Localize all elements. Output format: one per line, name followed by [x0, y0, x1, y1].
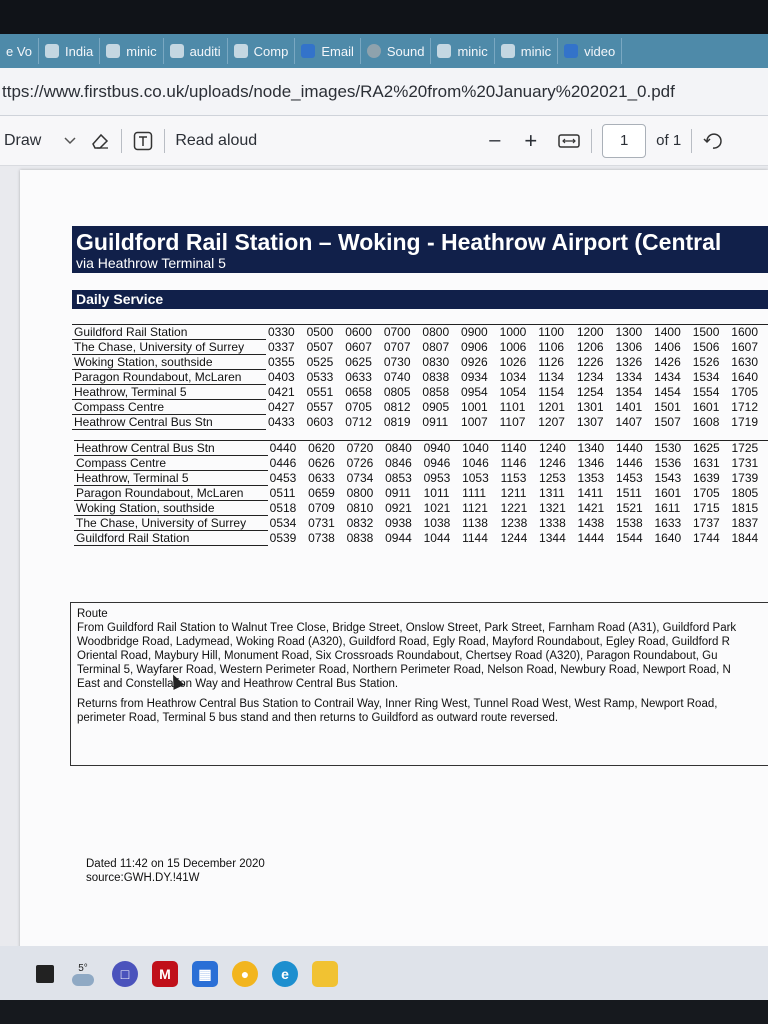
- departure-time: 1601: [692, 400, 720, 414]
- departure-time: 1044: [423, 531, 451, 545]
- departure-time: 1238: [500, 516, 528, 530]
- departure-time: 1034: [499, 370, 527, 384]
- departure-time: 1440: [614, 441, 652, 456]
- route-text-line: From Guildford Rail Station to Walnut Tree Close, Bridge Street, Onslow Street, Park Street, Farnham Road (A31), Guildford Park: [77, 622, 737, 634]
- departure-time: 1521: [616, 501, 643, 515]
- pdf-page: [20, 170, 768, 980]
- departure-time: 1211: [500, 486, 527, 500]
- service-label: Daily Service: [76, 291, 164, 307]
- departure-time: 1844: [731, 531, 759, 545]
- departure-time: 0539: [269, 531, 297, 545]
- browser-tab[interactable]: [361, 38, 432, 64]
- departure-time: 1526: [692, 355, 720, 369]
- departure-time: 1311: [539, 486, 565, 500]
- sound-icon: [367, 44, 381, 58]
- photo-bezel-top: [0, 0, 768, 36]
- departure-time: 0934: [461, 370, 488, 384]
- departure-time: 1411: [577, 486, 604, 500]
- stop-name: Heathrow Central Bus Stn: [74, 441, 268, 456]
- departure-time: 0953: [423, 471, 451, 485]
- departure-time: 0940: [422, 441, 460, 456]
- mail-icon: [301, 44, 315, 58]
- departure-time: 0807: [422, 340, 450, 354]
- departure-time: 1253: [539, 471, 566, 485]
- departure-time: 1406: [654, 340, 681, 354]
- departure-time: 1140: [499, 441, 537, 456]
- departure-time: 1121: [462, 501, 488, 515]
- departure-time: 0819: [383, 415, 411, 429]
- departure-time: 1500: [691, 325, 730, 340]
- departure-time: 0911: [385, 486, 411, 500]
- departure-time: 0800: [420, 325, 459, 340]
- departure-time: 1226: [576, 355, 604, 369]
- timetable-row: [72, 385, 768, 400]
- departure-time: 1453: [616, 471, 643, 485]
- departure-time: 0500: [305, 325, 344, 340]
- draw-label: Draw: [4, 131, 42, 149]
- route-text-line: perimeter Road, Terminal 5 bus stand and then returns to Guildford as outward route reversed.: [77, 712, 559, 724]
- dated-text: Dated 11:42 on 15 December 2020: [86, 858, 265, 870]
- timetable-row: [74, 501, 768, 516]
- departure-time: 1254: [576, 385, 604, 399]
- outbound-timetable: [72, 324, 768, 430]
- tab-label: minic: [520, 43, 552, 59]
- departure-time: 0658: [345, 385, 372, 399]
- departure-time: 1354: [615, 385, 643, 399]
- departure-time: 1240: [537, 441, 575, 456]
- departure-time: 0858: [422, 385, 450, 399]
- departure-time: 0446: [269, 456, 297, 470]
- departure-time: 1600: [729, 325, 768, 340]
- departure-time: 1511: [616, 486, 642, 500]
- pdf-toolbar: [0, 116, 768, 166]
- departure-time: 1300: [613, 325, 652, 340]
- toolbar-divider: [164, 129, 165, 153]
- departure-time: 0453: [269, 471, 297, 485]
- departure-time: 0700: [382, 325, 421, 340]
- departure-time: 1426: [654, 355, 681, 369]
- departure-time: 1837: [731, 516, 759, 530]
- departure-time: 0403: [267, 370, 295, 384]
- departure-time: 0600: [343, 325, 382, 340]
- chevron-down-icon[interactable]: [59, 135, 81, 147]
- page-title: Guildford Rail Station – Woking - Heathrow Airport (Central: [76, 229, 722, 255]
- departure-time: 0946: [423, 456, 451, 470]
- stop-name: Compass Centre: [72, 400, 266, 415]
- departure-time: 1401: [615, 400, 643, 414]
- page-number: 1: [620, 132, 629, 149]
- departure-time: 1633: [654, 516, 682, 530]
- departure-time: 0911: [422, 415, 449, 429]
- departure-time: 1340: [576, 441, 614, 456]
- departure-time: 1138: [462, 516, 488, 530]
- departure-time: 1038: [423, 516, 451, 530]
- inbound-timetable: [74, 440, 768, 546]
- departure-time: 1712: [731, 400, 758, 414]
- route-text-line: Terminal 5, Wayfarer Road, Western Perimeter Road, Northern Perimeter Road, Nelson Road, Newbury Road, Newport Road, N: [77, 664, 731, 676]
- departure-time: 0720: [345, 441, 383, 456]
- departure-time: 0838: [422, 370, 450, 384]
- read-aloud-label: Read aloud: [175, 131, 258, 149]
- departure-time: 1111: [462, 486, 487, 500]
- route-text-line: Woodbridge Road, Ladymead, Woking Road (A320), Guildford Road, Egly Road, Mayford Roundabout, Egley Road, Guildford R: [77, 636, 730, 648]
- departure-time: 0626: [308, 456, 335, 470]
- departure-time: 1100: [536, 325, 575, 340]
- departure-time: 1154: [538, 385, 565, 399]
- departure-time: 1731: [731, 456, 759, 470]
- stop-name: Guildford Rail Station: [74, 531, 268, 546]
- timetable-row: [72, 400, 768, 415]
- stop-name: Woking Station, southside: [74, 501, 268, 516]
- departure-time: 1107: [499, 415, 526, 429]
- source-text: source:GWH.DY.!41W: [86, 872, 200, 884]
- departure-time: 0355: [267, 355, 295, 369]
- departure-time: 1421: [577, 501, 605, 515]
- route-text-line: Returns from Heathrow Central Bus Station to Contrail Way, Inner Ring West, Tunnel Road West, West Ramp, Newport Road,: [77, 698, 718, 710]
- browser-tab[interactable]: [100, 38, 163, 64]
- departure-time: 0810: [346, 501, 374, 515]
- departure-time: 0525: [306, 355, 334, 369]
- departure-time: 0433: [267, 415, 295, 429]
- departure-time: 0421: [267, 385, 295, 399]
- browser-tab[interactable]: [228, 38, 296, 64]
- departure-time: 1625: [691, 441, 729, 456]
- departure-time: 1200: [575, 325, 614, 340]
- browser-tab-strip: [0, 34, 768, 68]
- page-subtitle: via Heathrow Terminal 5: [76, 255, 226, 271]
- departure-time: 1326: [615, 355, 643, 369]
- departure-time: 0534: [269, 516, 297, 530]
- audio-icon: [170, 44, 184, 58]
- departure-time: 1221: [500, 501, 528, 515]
- departure-time: 0707: [383, 340, 411, 354]
- url-text[interactable]: ttps://www.firstbus.co.uk/uploads/node_images/RA2%20from%20January%202021_0.pdf: [2, 81, 675, 101]
- departure-time: 1438: [577, 516, 605, 530]
- departure-time: 0832: [346, 516, 374, 530]
- departure-time: 0853: [385, 471, 412, 485]
- tab-label: India: [65, 43, 94, 59]
- timetable-row: [72, 340, 768, 355]
- stop-name: Heathrow Central Bus Stn: [72, 415, 266, 430]
- tab-label: auditi: [189, 43, 221, 59]
- departure-time: 1407: [615, 415, 643, 429]
- departure-time: 0518: [269, 501, 297, 515]
- departure-time: 1639: [692, 471, 720, 485]
- browser-tab[interactable]: [431, 38, 494, 64]
- toolbar-divider: [121, 129, 122, 153]
- departure-time: 1444: [577, 531, 605, 545]
- departure-time: 0905: [422, 400, 450, 414]
- departure-time: 0440: [268, 441, 306, 456]
- departure-time: 1506: [692, 340, 720, 354]
- mcafee-icon[interactable]: M: [152, 961, 178, 987]
- departure-time: 0633: [345, 370, 372, 384]
- browser-tab[interactable]: [295, 38, 361, 64]
- zoom-in-button[interactable]: +: [524, 127, 538, 153]
- departure-time: 0900: [459, 325, 498, 340]
- return-paragraph: [77, 697, 768, 725]
- departure-time: 1054: [499, 385, 527, 399]
- departure-time: 1207: [538, 415, 565, 429]
- departure-time: 1244: [500, 531, 528, 545]
- departure-time: 0337: [267, 340, 295, 354]
- timetable-row: [74, 441, 768, 456]
- departure-time: 1201: [538, 400, 565, 414]
- timetable-row: [74, 516, 768, 531]
- departure-time: 1501: [654, 400, 681, 414]
- departure-time: 1538: [616, 516, 643, 530]
- edge-icon[interactable]: e: [272, 961, 298, 987]
- departure-time: 1334: [615, 370, 643, 384]
- departure-time: 0427: [267, 400, 295, 414]
- toolbar-divider: [591, 129, 592, 153]
- departure-time: 0633: [308, 471, 335, 485]
- read-aloud-button[interactable]: [175, 116, 257, 165]
- departure-time: 1719: [731, 415, 758, 429]
- route-text-line: East and Constellation Way and Heathrow Central Bus Station.: [77, 678, 399, 690]
- weather-temp: 5°: [78, 962, 88, 974]
- departure-time: 0551: [306, 385, 334, 399]
- departure-time: 1737: [692, 516, 720, 530]
- page-number-input[interactable]: [602, 124, 646, 158]
- stop-name: Woking Station, southside: [72, 355, 266, 370]
- departure-time: 1630: [731, 355, 758, 369]
- tab-label: Sound: [386, 43, 425, 59]
- departure-time: 0659: [308, 486, 335, 500]
- eraser-icon[interactable]: [89, 130, 111, 152]
- dated-footer: [86, 857, 265, 885]
- stop-name: Heathrow, Terminal 5: [72, 385, 266, 400]
- departure-time: 1544: [616, 531, 643, 545]
- departure-time: 1640: [731, 370, 758, 384]
- stop-name: Paragon Roundabout, McLaren: [72, 370, 266, 385]
- search-icon: [437, 44, 451, 58]
- departure-time: 0838: [346, 531, 374, 545]
- departure-time: 1640: [654, 531, 682, 545]
- departure-time: 0840: [383, 441, 421, 456]
- page-total: of 1: [656, 132, 682, 149]
- departure-time: 1631: [692, 456, 720, 470]
- tab-label: e Vo: [6, 43, 33, 59]
- departure-time: 1246: [539, 456, 566, 470]
- departure-time: 0921: [385, 501, 412, 515]
- browser-tab[interactable]: [495, 38, 558, 64]
- departure-time: 1554: [692, 385, 720, 399]
- departure-time: 1400: [652, 325, 691, 340]
- weather-widget[interactable]: [68, 963, 98, 986]
- departure-time: 1000: [498, 325, 537, 340]
- departure-time: 1815: [731, 501, 759, 515]
- page-icon: [45, 44, 59, 58]
- teams-icon[interactable]: □: [112, 961, 138, 987]
- departure-time: 0533: [306, 370, 334, 384]
- stop-name: The Chase, University of Surrey: [72, 340, 266, 355]
- grid-icon: [234, 44, 248, 58]
- departure-time: 1454: [654, 385, 681, 399]
- departure-time: 1507: [654, 415, 681, 429]
- departure-time: 1021: [423, 501, 451, 515]
- tab-label: Email: [321, 43, 354, 59]
- departure-time: 1321: [539, 501, 566, 515]
- stop-name: Paragon Roundabout, McLaren: [74, 486, 268, 501]
- toolbar-divider: [691, 129, 692, 153]
- departure-time: 1744: [692, 531, 720, 545]
- timetable-row: [72, 370, 768, 385]
- departure-time: 1126: [538, 355, 565, 369]
- departure-time: 1607: [731, 340, 758, 354]
- weather-icon: [72, 974, 94, 986]
- departure-time: 1338: [539, 516, 566, 530]
- departure-time: 1011: [423, 486, 450, 500]
- departure-time: 0603: [306, 415, 334, 429]
- timetable-title-banner: [72, 226, 768, 273]
- browser-tab[interactable]: [164, 38, 228, 64]
- departure-time: 0730: [383, 355, 411, 369]
- departure-time: 0800: [346, 486, 374, 500]
- draw-button[interactable]: [0, 116, 81, 165]
- page-icon: [106, 44, 120, 58]
- departure-time: 1534: [692, 370, 720, 384]
- departure-time: 1601: [654, 486, 682, 500]
- departure-time: 1739: [731, 471, 759, 485]
- dropbox-icon: [564, 44, 578, 58]
- departure-time: 1040: [460, 441, 498, 456]
- departure-time: 1725: [729, 441, 768, 456]
- departure-time: 1001: [461, 400, 488, 414]
- departure-time: 1153: [500, 471, 527, 485]
- departure-time: 1053: [462, 471, 489, 485]
- departure-time: 1046: [462, 456, 489, 470]
- timetable-row: [72, 355, 768, 370]
- departure-time: 0557: [306, 400, 334, 414]
- departure-time: 1146: [500, 456, 527, 470]
- departure-time: 1307: [576, 415, 604, 429]
- departure-time: 0830: [422, 355, 450, 369]
- departure-time: 1007: [461, 415, 488, 429]
- timetable-row: [74, 471, 768, 486]
- departure-time: 1536: [654, 456, 682, 470]
- tab-label: minic: [126, 43, 157, 59]
- departure-time: 1434: [654, 370, 681, 384]
- departure-time: 1608: [692, 415, 720, 429]
- departure-time: 1144: [462, 531, 488, 545]
- timetable-row: [72, 415, 768, 430]
- departure-time: 0954: [461, 385, 488, 399]
- departure-time: 0607: [345, 340, 372, 354]
- departure-time: 1705: [692, 486, 720, 500]
- screen: [0, 34, 768, 1002]
- departure-time: 0944: [385, 531, 412, 545]
- departure-time: 0846: [385, 456, 412, 470]
- departure-time: 0734: [346, 471, 374, 485]
- browser-tab[interactable]: [558, 38, 622, 64]
- taskbar: [0, 946, 768, 1002]
- departure-time: 1346: [577, 456, 605, 470]
- file-explorer-icon[interactable]: [312, 961, 338, 987]
- tab-label: minic: [457, 43, 488, 59]
- stop-name: Heathrow, Terminal 5: [74, 471, 268, 486]
- departure-time: 0731: [308, 516, 335, 530]
- departure-time: 1353: [577, 471, 605, 485]
- departure-time: 1301: [576, 400, 604, 414]
- stop-name: Compass Centre: [74, 456, 268, 471]
- address-bar[interactable]: [0, 68, 768, 116]
- photo-bezel-bottom: [0, 1000, 768, 1024]
- browser-tab[interactable]: [39, 38, 100, 64]
- timetable-row: [74, 456, 768, 471]
- departure-time: 0926: [461, 355, 488, 369]
- departure-time: 1611: [654, 501, 681, 515]
- departure-time: 1543: [654, 471, 682, 485]
- departure-time: 1006: [499, 340, 527, 354]
- departure-time: 0330: [266, 325, 305, 340]
- departure-time: 1026: [499, 355, 527, 369]
- text-box-icon[interactable]: [132, 130, 154, 152]
- departure-time: 1206: [576, 340, 604, 354]
- store-icon[interactable]: ▦: [192, 961, 218, 987]
- departure-time: 0511: [269, 486, 296, 500]
- departure-time: 1306: [615, 340, 643, 354]
- departure-time: 0726: [346, 456, 374, 470]
- route-text-line: Oriental Road, Maybury Hill, Monument Road, Six Crossroads Roundabout, Chertsey Road (A320), Paragon Roundabout, Gu: [77, 650, 718, 662]
- tab-label: Comp: [253, 43, 289, 59]
- departure-time: 1715: [692, 501, 720, 515]
- departure-time: 0705: [345, 400, 372, 414]
- departure-time: 1530: [653, 441, 691, 456]
- departure-time: 0620: [306, 441, 344, 456]
- departure-time: 1446: [616, 456, 643, 470]
- departure-time: 0709: [308, 501, 335, 515]
- departure-time: 1705: [731, 385, 758, 399]
- departure-time: 0805: [383, 385, 411, 399]
- departure-time: 0906: [461, 340, 488, 354]
- zoom-out-button[interactable]: –: [489, 129, 501, 151]
- departure-time: 0712: [345, 415, 372, 429]
- fit-width-icon[interactable]: [557, 132, 581, 150]
- departure-time: 1106: [538, 340, 565, 354]
- chrome-icon[interactable]: ●: [232, 961, 258, 987]
- start-icon[interactable]: [36, 965, 54, 983]
- departure-time: 1234: [576, 370, 604, 384]
- departure-time: 1134: [538, 370, 565, 384]
- route-heading: Route: [77, 608, 108, 620]
- departure-time: 1805: [731, 486, 759, 500]
- tab-label: video: [584, 43, 616, 59]
- timetable-row: [74, 531, 768, 546]
- browser-tab[interactable]: [0, 38, 39, 64]
- departure-time: 1101: [499, 400, 526, 414]
- departure-time: 0507: [306, 340, 334, 354]
- departure-time: 0738: [308, 531, 335, 545]
- rotate-icon[interactable]: [702, 130, 724, 152]
- stop-name: Guildford Rail Station: [72, 325, 266, 340]
- departure-time: 0740: [383, 370, 411, 384]
- departure-time: 0938: [385, 516, 412, 530]
- service-banner: [72, 290, 768, 309]
- departure-time: 0812: [383, 400, 411, 414]
- stop-name: The Chase, University of Surrey: [74, 516, 268, 531]
- departure-time: 1344: [539, 531, 566, 545]
- departure-time: 0625: [345, 355, 372, 369]
- search-icon: [501, 44, 515, 58]
- timetable-row: [74, 486, 768, 501]
- timetable-row: [72, 325, 768, 340]
